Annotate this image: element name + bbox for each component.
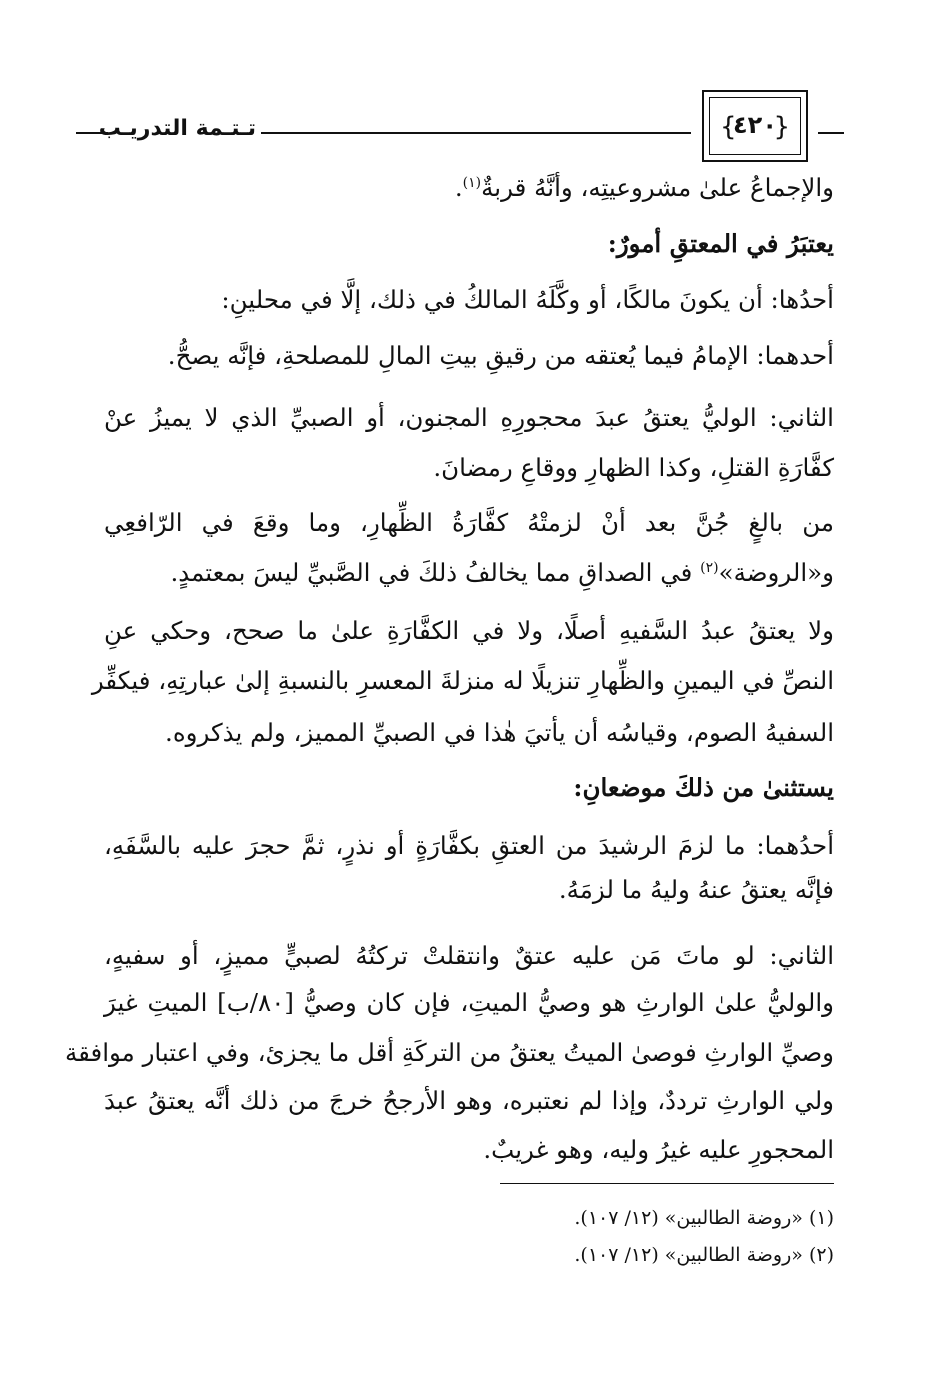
text-line-8-rest: في الصداقِ مما يخالفُ ذلكَ في الصَّبيِّ ليسَ بمعتمدٍ. — [170, 558, 701, 587]
text-line-8 — [104, 553, 834, 597]
text-line-19: المحجورِ عليه غيرُ وليه، وهو غريبٌ. — [483, 1135, 834, 1164]
text-line-5: الثاني: الوليُّ يعتقُ عبدَ محجورِهِ المجنون، أو الصبيِّ الذي لا يميزُ عنْ — [104, 403, 834, 432]
text-line-11: السفيهُ الصوم، وقياسُه أن يأتيَ هٰذا في الصبيِّ المميز، ولم يذكروه. — [165, 718, 834, 747]
text-line-4: أحدهما: الإمامُ فيما يُعتقه من رقيقِ بيتِ المالِ للمصلحةِ، فإنَّه يصحُّ. — [167, 341, 834, 370]
text-line-7: من بالغٍ جُنَّ بعد أنْ لزمتْهُ كفَّارَةُ الظِّهارِ، وما وقعَ في الرّافعِي — [104, 508, 834, 537]
text-line-10: النصِّ في اليمينِ والظِّهارِ تنزيلًا له منزلةَ المعسرِ بالنسبةِ إلىٰ عبارتِهِ، فيكفِّر — [91, 666, 834, 695]
footnote-ref-2[interactable]: (٢) — [700, 559, 719, 576]
footnote-1: (١) «روضة الطالبين» (١٢/ ١٠٧). — [574, 1207, 834, 1229]
running-title: تـتـمة التدريـب — [98, 116, 256, 141]
text-line-13: أحدُهما: ما لزمَ الرشيدَ من العتقِ بكفَّارَةٍ أو نذرٍ، ثمَّ حجرَ عليه بالسَّفَهِ، — [104, 831, 834, 860]
text-line-8-start: و«الروضة» — [718, 558, 834, 587]
text-line-12: يستثنىٰ من ذلكَ موضعانِ: — [573, 773, 834, 802]
text-line-17: وصيِّ الوارثِ فوصىٰ الميتُ يعتقُ من التركَةِ أقل ما يجزئ، وفي اعتبار موافقة — [64, 1038, 834, 1067]
footnote-ref-1[interactable]: (١) — [462, 174, 482, 191]
footnote-2: (٢) «روضة الطالبين» (١٢/ ١٠٧). — [574, 1244, 834, 1266]
text-line-1-period: . — [454, 173, 463, 202]
footnote-separator — [500, 1183, 834, 1184]
text-line-1-content: والإجماعُ علىٰ مشروعيتِه، وأنَّهُ قربةٌ — [481, 173, 834, 202]
page-number: ٤٢٠ — [733, 111, 777, 139]
page-number-bracket-right: { — [773, 112, 790, 142]
page-number-frame — [702, 90, 808, 162]
text-line-6: كفَّارَةِ القتلِ، وكذا الظهارِ ووقاعِ رمضانَ. — [433, 453, 834, 482]
text-line-9: ولا يعتقُ عبدُ السَّفيهِ أصلًا، ولا في الكفَّارَةِ علىٰ ما صحح، وحكي عنِ — [104, 616, 834, 645]
header-rule-right — [818, 132, 844, 134]
page-header — [76, 88, 846, 174]
text-line-14: فإنَّه يعتقُ عنهُ وليهُ ما لزمَهُ. — [558, 875, 834, 904]
text-line-15: الثاني: لو ماتَ مَن عليه عتقٌ وانتقلتْ تركتُهُ لصبيٍّ مميزٍ، أو سفيهٍ، — [104, 941, 834, 970]
header-rule-middle — [261, 132, 691, 134]
text-line-1 — [104, 168, 834, 212]
page-number-bracket-left: } — [720, 112, 737, 142]
text-line-18: ولي الوارثِ ترددٌ، وإذا لم نعتبره، وهو الأرجحُ خرجَ من ذلك أنَّه يعتقُ عبدَ — [104, 1086, 834, 1115]
text-line-16: والوليُّ علىٰ الوارثِ هو وصيُّ الميتِ، فإن كان وصيُّ [٨٠/ب] الميتِ غيرَ — [104, 988, 835, 1017]
text-line-3: أحدُها: أن يكونَ مالكًا، أو وكَّلَهُ المالكُ في ذلك، إلَّا في محلينِ: — [221, 285, 834, 314]
text-line-2: يعتبَرُ في المعتقِ أمورٌ: — [607, 229, 834, 258]
